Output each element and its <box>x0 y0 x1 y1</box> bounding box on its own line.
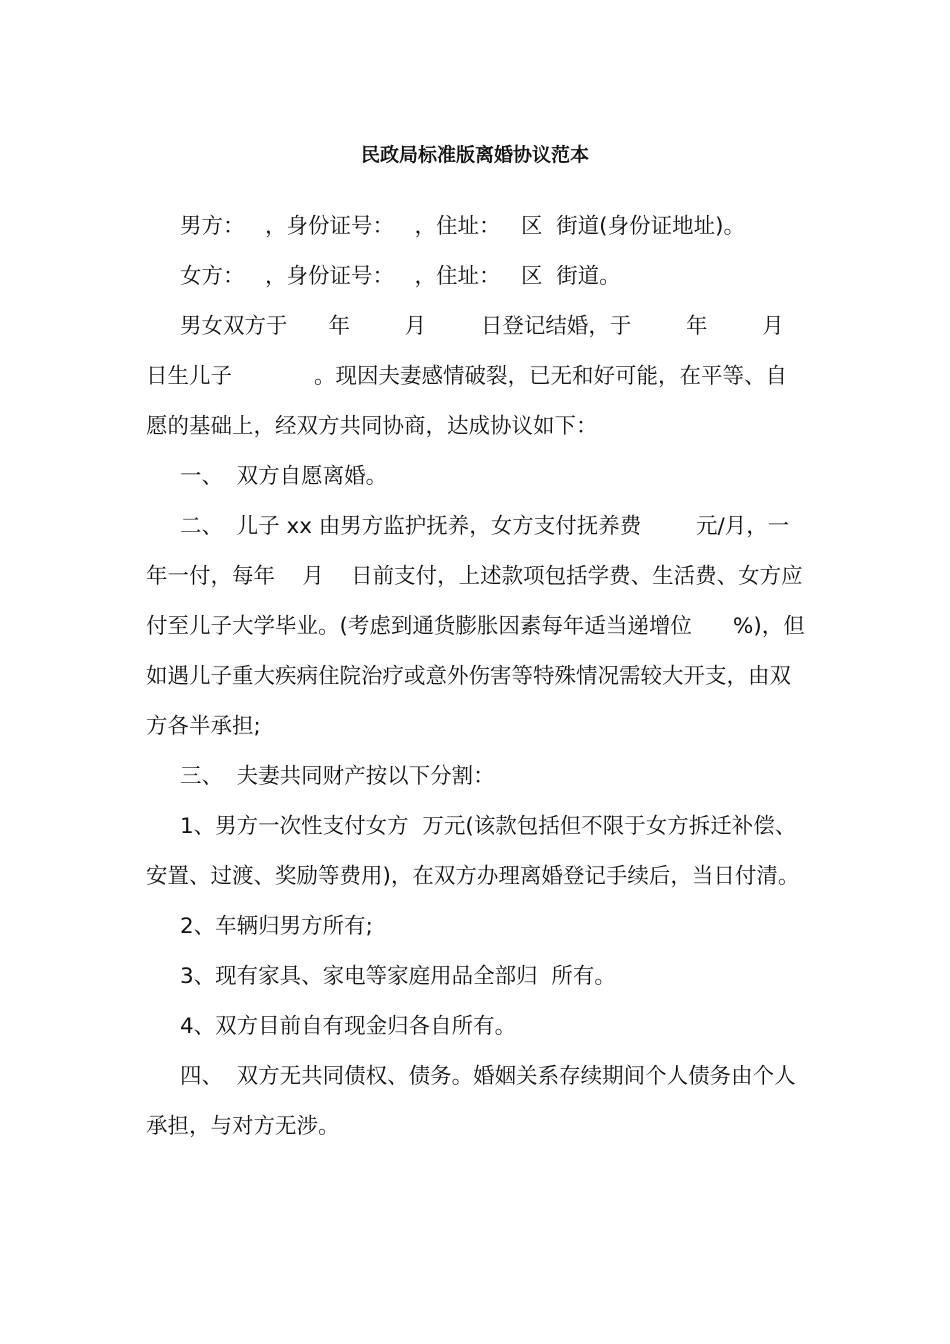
clause-one: 一、 双方自愿离婚。 <box>180 464 388 489</box>
paragraph-male-party: 男方： ，身份证号： ，住址： 区 街道(身份证地址)。 <box>180 214 745 239</box>
document-title: 民政局标准版离婚协议范本 <box>360 144 589 166</box>
clause-three-item-2: 2、车辆归男方所有; <box>180 914 373 939</box>
paragraph-marriage-info: 男女双方于 年 月 日登记结婚，于 年 月 日生儿子 。现因夫妻感情破裂，已无和好可能，在平等、自愿的基础上，经双方共同协商，达成协议如下： <box>146 314 839 439</box>
clause-three-item-1: 1、男方一次性支付女方 万元(该款包括但不限于女方拆迁补偿、安置、过渡、奖励等费用)，在双方办理离婚登记手续后，当日付清。 <box>146 814 800 889</box>
paragraph-female-party: 女方： ，身份证号： ，住址： 区 街道。 <box>180 264 621 289</box>
clause-three: 三、 夫妻共同财产按以下分割： <box>180 764 495 789</box>
clause-four: 四、 双方无共同债权、债务。婚姻关系存续期间个人债务由个人承担，与对方无涉。 <box>146 1064 796 1139</box>
clause-three-item-4: 4、双方目前自有现金归各自所有。 <box>180 1014 517 1039</box>
clause-three-item-3: 3、现有家具、家电等家庭用品全部归 所有。 <box>180 964 616 989</box>
clause-two: 二、 儿子 xx 由男方监护抚养，女方支付抚养费 元/月，一年一付，每年 月 日前支付，上述款项包括学费、生活费、女方应付至儿子大学毕业。(考虑到通货膨胀因素每年适当递增位 %)，但如遇儿子重大疾病住院治疗或意外伤害等特殊情况需较大开支，由双方各半承担; <box>146 514 805 739</box>
document-body <box>146 202 839 1152</box>
